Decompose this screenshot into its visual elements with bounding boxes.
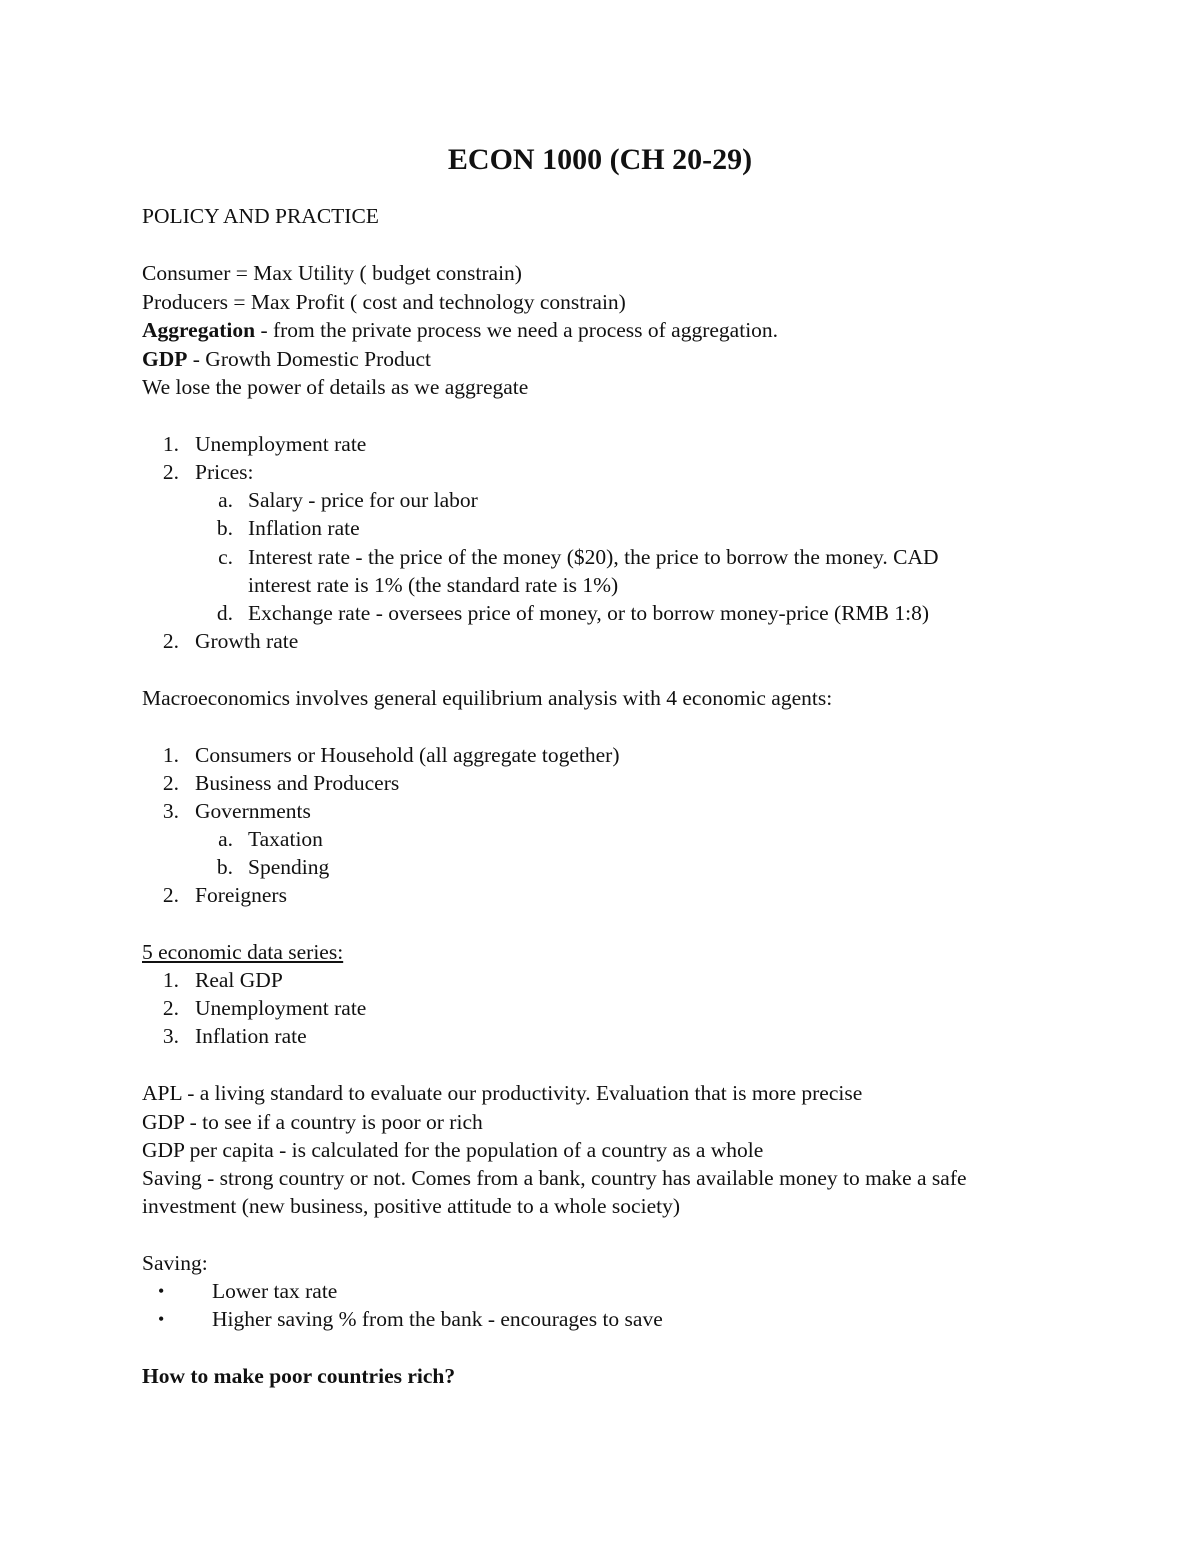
final-question: How to make poor countries rich? bbox=[142, 1364, 456, 1388]
list-item: Prices: bbox=[195, 460, 254, 484]
list-number: 1. bbox=[162, 743, 179, 767]
list-subitem: Taxation bbox=[248, 827, 323, 851]
list-item: Unemployment rate bbox=[195, 432, 367, 456]
saving-line-continuation: investment (new business, positive attitude to a whole society) bbox=[142, 1194, 680, 1218]
gdp-line bbox=[142, 345, 431, 373]
document-title: ECON 1000 (CH 20-29) bbox=[447, 143, 753, 176]
list-subitem: Exchange rate - oversees price of money, or to borrow money-price (RMB 1:8) bbox=[248, 601, 929, 625]
series-heading-text: 5 economic data series: bbox=[142, 940, 344, 964]
list-number: 2. bbox=[162, 996, 179, 1020]
lose-power-line: We lose the power of details as we aggregate bbox=[142, 375, 529, 399]
list-subitem: Inflation rate bbox=[248, 516, 360, 540]
gdp-rich-line: GDP - to see if a country is poor or rich bbox=[142, 1110, 483, 1134]
list-item: Business and Producers bbox=[195, 771, 400, 795]
list-letter: a. bbox=[218, 488, 233, 512]
gdp-per-capita-line: GDP per capita - is calculated for the population of a country as a whole bbox=[142, 1138, 764, 1162]
macro-line: Macroeconomics involves general equilibrium analysis with 4 economic agents: bbox=[142, 686, 833, 710]
list-subitem: Spending bbox=[248, 855, 330, 879]
consumer-line: Consumer = Max Utility ( budget constrain) bbox=[142, 261, 522, 285]
list-number: 2. bbox=[162, 883, 179, 907]
section-heading: POLICY AND PRACTICE bbox=[142, 204, 379, 228]
saving-line: Saving - strong country or not. Comes from a bank, country has available money to make a safe bbox=[142, 1166, 967, 1190]
list-subitem: Salary - price for our labor bbox=[248, 488, 478, 512]
list-number: 1. bbox=[162, 968, 179, 992]
bullet-icon: • bbox=[158, 1281, 165, 1301]
bullet-item: Lower tax rate bbox=[212, 1279, 338, 1303]
list-letter: d. bbox=[216, 601, 233, 625]
list-number: 2. bbox=[162, 460, 179, 484]
series-heading bbox=[142, 938, 343, 966]
list-number: 3. bbox=[162, 799, 179, 823]
producers-line: Producers = Max Profit ( cost and technology constrain) bbox=[142, 290, 626, 314]
list-item: Foreigners bbox=[195, 883, 287, 907]
list-item: Consumers or Household (all aggregate together) bbox=[195, 743, 620, 767]
list-number: 2. bbox=[162, 629, 179, 653]
list-number: 2. bbox=[162, 771, 179, 795]
list-letter: b. bbox=[216, 855, 233, 879]
list-subitem: Interest rate - the price of the money ($20), the price to borrow the money. CAD bbox=[248, 545, 939, 569]
bullet-item: Higher saving % from the bank - encourages to save bbox=[212, 1307, 663, 1331]
list-letter: b. bbox=[216, 516, 233, 540]
list-item: Inflation rate bbox=[195, 1024, 307, 1048]
list-letter: a. bbox=[218, 827, 233, 851]
list-item: Unemployment rate bbox=[195, 996, 367, 1020]
saving-heading: Saving: bbox=[142, 1251, 208, 1275]
list-item: Real GDP bbox=[195, 968, 283, 992]
list-subitem-continuation: interest rate is 1% (the standard rate is 1%) bbox=[248, 573, 619, 597]
list-number: 1. bbox=[162, 432, 179, 456]
apl-line: APL - a living standard to evaluate our productivity. Evaluation that is more precise bbox=[142, 1081, 863, 1105]
gdp-definition: - Growth Domestic Product bbox=[187, 347, 432, 371]
list-number: 3. bbox=[162, 1024, 179, 1048]
list-item: Growth rate bbox=[195, 629, 299, 653]
list-letter: c. bbox=[218, 545, 233, 569]
aggregation-line bbox=[142, 316, 778, 344]
aggregation-definition: - from the private process we need a process of aggregation. bbox=[255, 318, 779, 342]
gdp-term: GDP bbox=[142, 347, 188, 371]
aggregation-term: Aggregation bbox=[142, 318, 256, 342]
list-item: Governments bbox=[195, 799, 311, 823]
bullet-icon: • bbox=[158, 1309, 165, 1329]
